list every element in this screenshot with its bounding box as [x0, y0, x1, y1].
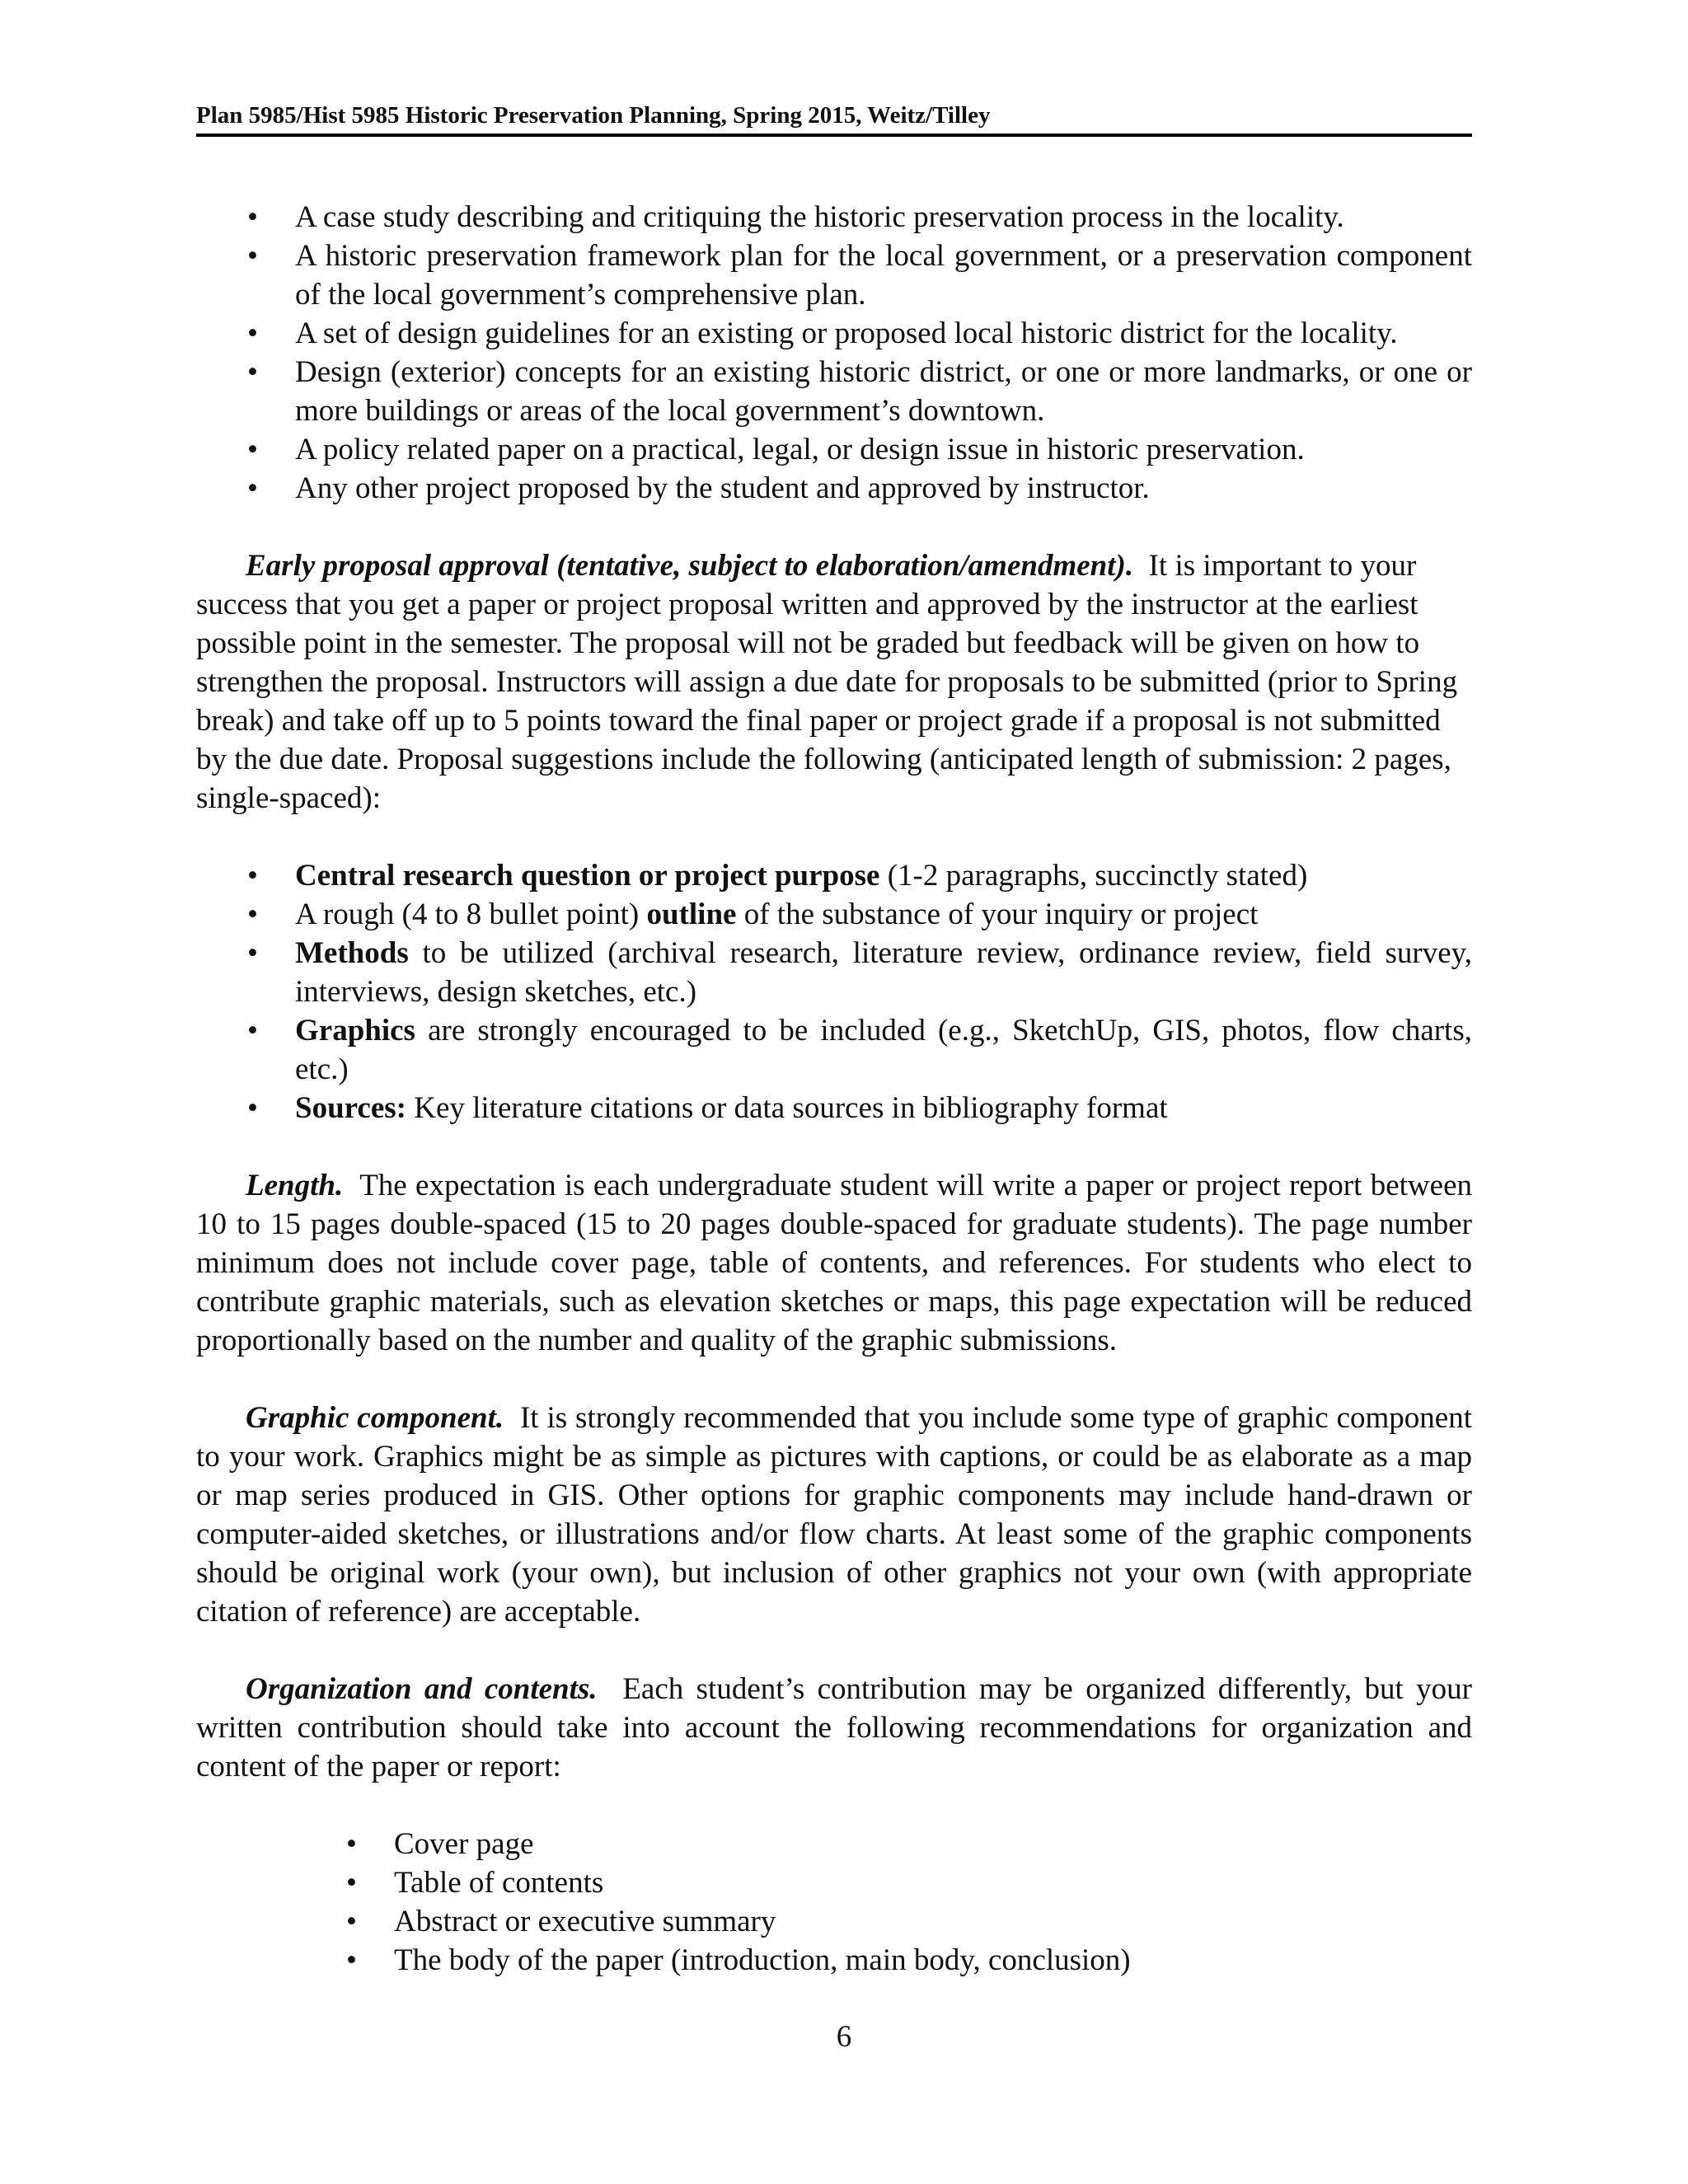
- page-header: Plan 5985/Hist 5985 Historic Preservation Planning, Spring 2015, Weitz/Tilley: [196, 99, 1472, 137]
- page-number: 6: [836, 2020, 852, 2054]
- paragraph-text: It is important to your success that you get a paper or project proposal written and approved by the instructor at the earliest possible point in the semester. The proposal will not be graded but feedback will be given on how to strengthen the proposal. Instructors will assign a due date for proposals to be submitted (prior to Spring break) and take off up to 5 points toward the final paper or project grade if a proposal is not submitted by the due date. Proposal suggestions include the following (anticipated length of submission: 2 pages, single-spaced):: [196, 549, 1458, 815]
- paragraph-text: It is strongly recommended that you include some type of graphic component to your work. Graphics might be as simple as pictures with captions, or could be as elaborate as a map or map series produced in GIS. Other options for graphic components may include hand-drawn or computer-aided sketches, or illustrations and/or flow charts. At least some of the graphic components should be original work (your own), but inclusion of other graphics not your own (with appropriate citation of reference) are acceptable.: [196, 1401, 1472, 1629]
- list-item: • Any other project proposed by the student and approved by instructor.: [196, 469, 1472, 508]
- graphic-component-paragraph: [196, 1399, 1472, 1631]
- section-heading: Early proposal approval (tentative, subject to elaboration/amendment).: [246, 549, 1134, 583]
- list-item: • A case study describing and critiquing the historic preservation process in the locality.: [196, 198, 1472, 237]
- paragraph-text: The expectation is each undergraduate student will write a paper or project report between 10 to 15 pages double-spaced (15 to 20 pages double-spaced for graduate students). The page number minimum does not include cover page, table of contents, and references. For students who elect to contribute graphic materials, such as elevation sketches or maps, this page expectation will be reduced proportionally based on the number and quality of the graphic submissions.: [196, 1169, 1472, 1357]
- list-item: • Cover page: [196, 1825, 1472, 1863]
- list-item: • Design (exterior) concepts for an existing historic district, or one or more landmarks, or one or more buildings or areas of the local government’s downtown.: [196, 353, 1472, 430]
- list-item: • Abstract or executive summary: [196, 1902, 1472, 1941]
- organization-paragraph: [196, 1670, 1472, 1786]
- section-heading: Organization and contents.: [246, 1672, 598, 1706]
- proposal-suggestions-list: [196, 856, 1472, 1127]
- list-item: • A policy related paper on a practical, legal, or design issue in historic preservation.: [196, 430, 1472, 469]
- list-item: • Sources: Key literature citations or data sources in bibliography format: [196, 1089, 1472, 1127]
- list-item: • Central research question or project purpose (1-2 paragraphs, succinctly stated): [196, 856, 1472, 895]
- list-item: • Methods to be utilized (archival research, literature review, ordinance review, field survey, interviews, design sketches, etc.): [196, 934, 1472, 1011]
- paragraph-text: Each student’s contribution may be organized differently, but your written contribution should take into account the following recommendations for organization and content of the paper or report:: [196, 1672, 1472, 1783]
- project-options-list: [196, 198, 1472, 508]
- page-content: [196, 198, 1472, 1980]
- list-item: • A rough (4 to 8 bullet point) outline of the substance of your inquiry or project: [196, 895, 1472, 934]
- list-item: • A set of design guidelines for an existing or proposed local historic district for the locality.: [196, 314, 1472, 353]
- length-paragraph: [196, 1166, 1472, 1360]
- list-item: • The body of the paper (introduction, main body, conclusion): [196, 1941, 1472, 1980]
- section-heading: Length.: [246, 1169, 344, 1202]
- list-item: • Graphics are strongly encouraged to be included (e.g., SketchUp, GIS, photos, flow charts, etc.): [196, 1011, 1472, 1089]
- organization-list: [196, 1825, 1472, 1980]
- section-heading: Graphic component.: [246, 1401, 504, 1435]
- list-item: • A historic preservation framework plan for the local government, or a preservation component of the local government’s comprehensive plan.: [196, 237, 1472, 314]
- list-item: • Table of contents: [196, 1863, 1472, 1902]
- early-proposal-paragraph: [196, 546, 1472, 818]
